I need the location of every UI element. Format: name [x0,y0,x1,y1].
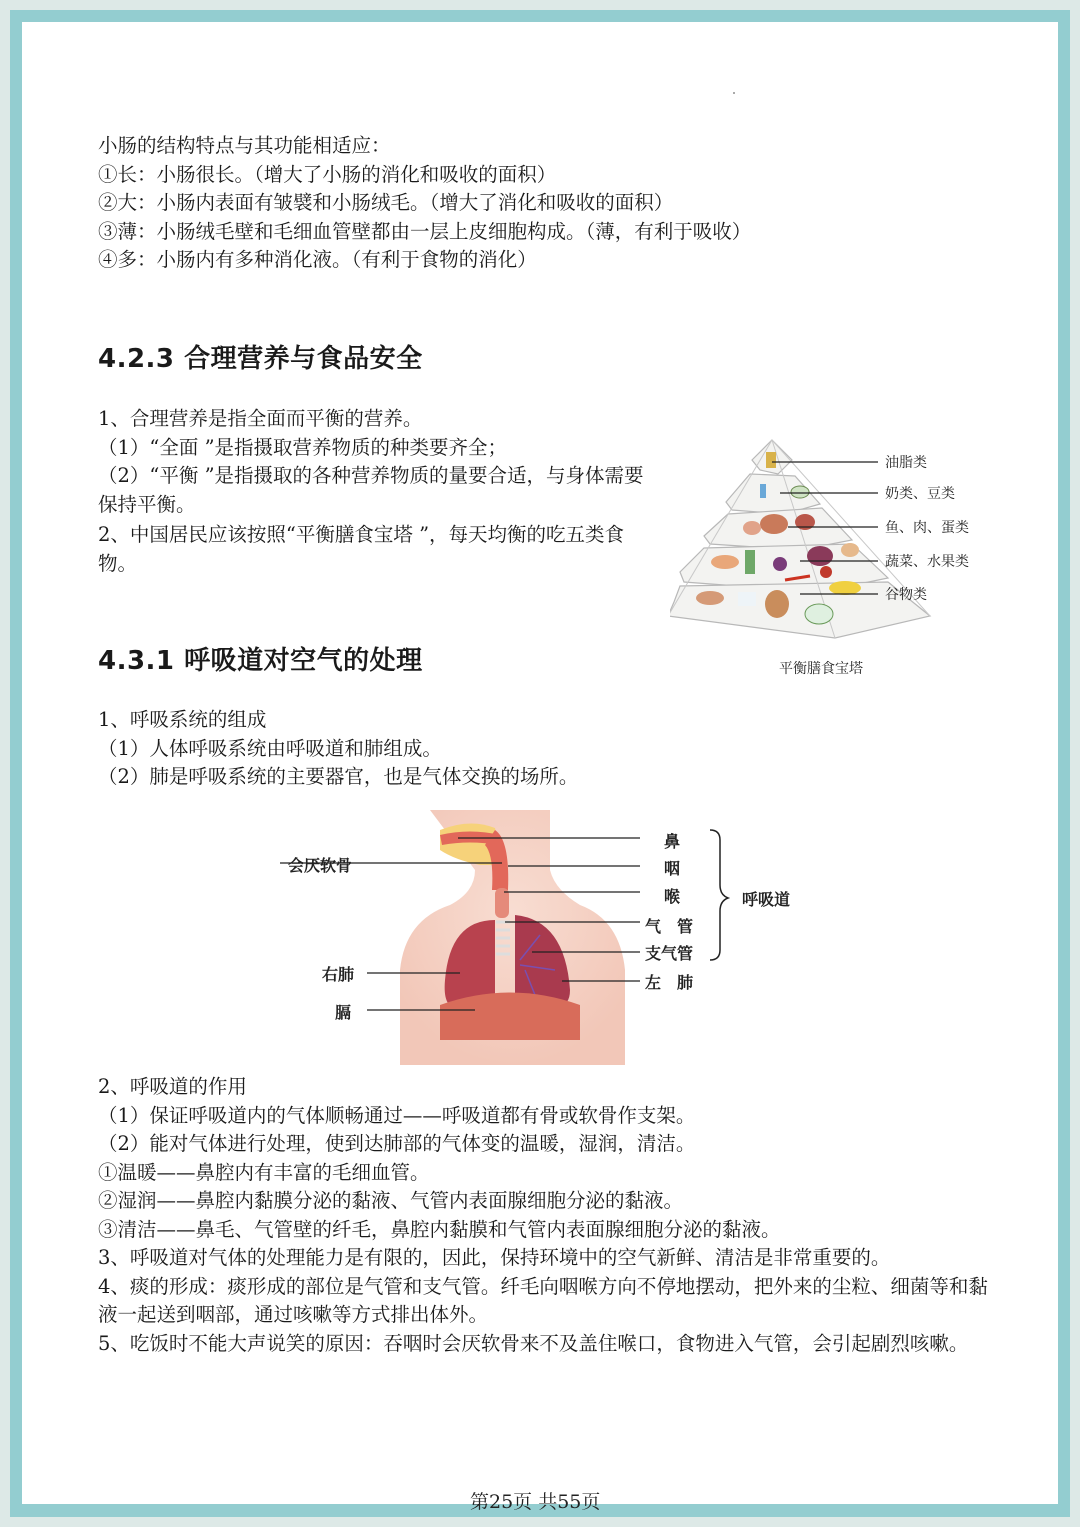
small-intestine-notes [98,132,751,275]
label-bronchi: 支气管 [645,944,694,963]
paragraph: ①温暖——鼻腔内有丰富的毛细血管。 [98,1160,430,1184]
pyramid-caption: 平衡膳食宝塔 [779,661,863,677]
label-diaphragm: 膈 [335,1003,352,1022]
intro-item: ④多：小肠内有多种消化液。（有利于食物的消化） [98,248,537,271]
speck [733,92,735,94]
paragraph: 1、呼吸系统的组成 [98,708,267,731]
respiratory-system-figure [280,810,810,1065]
section-title-431: 4.3.1 呼吸道对空气的处理 [98,646,423,676]
paragraph: 1、合理营养是指全面而平衡的营养。 [98,407,423,430]
intro-heading: 小肠的结构特点与其功能相适应： [98,134,391,157]
section-423-body [98,405,658,578]
label-left-lung: 左 肺 [645,973,694,992]
paragraph: （1）保证呼吸道内的气体顺畅通过——呼吸道都有骨或软骨作支架。 [98,1103,696,1127]
label-nose: 鼻 [664,832,681,851]
paragraph: （1）“全面 ”是指摄取营养物质的种类要齐全； [98,435,508,459]
paragraph: 3、呼吸道对气体的处理能力是有限的，因此，保持环境中的空气新鲜、清洁是非常重要的。 [98,1246,891,1269]
pyramid-label-vegetables-fruits: 蔬菜、水果类 [885,554,969,570]
section-431-part1 [98,706,578,792]
paragraph: ②湿润——鼻腔内黏膜分泌的黏液、气管内表面腺细胞分泌的黏液。 [98,1189,684,1212]
pyramid-label-grains: 谷物类 [885,587,927,603]
paragraph: （2）肺是呼吸系统的主要器官，也是气体交换的场所。 [98,765,579,788]
pyramid-label-fats: 油脂类 [885,455,927,471]
paragraph: 2、中国居民应该按照“平衡膳食宝塔 ”，每天均衡的吃五类食物。 [98,523,625,575]
paragraph: 2、呼吸道的作用 [98,1075,247,1098]
intro-item: ①长：小肠很长。（增大了小肠的消化和吸收的面积） [98,162,557,186]
paragraph: （2）能对气体进行处理，使到达肺部的气体变的温暖，湿润，清洁。 [98,1132,696,1155]
page-number: 第25页 共55页 [470,1491,601,1513]
label-larynx: 喉 [664,887,681,906]
section-431-part2 [98,1073,988,1358]
label-trachea: 气 管 [645,917,694,936]
label-right-lung: 右肺 [322,965,355,984]
label-respiratory-tract: 呼吸道 [742,890,791,909]
intro-item: ③薄：小肠绒毛壁和毛细血管壁都由一层上皮细胞构成。（薄，有利于吸收） [98,219,752,243]
intro-item: ②大：小肠内表面有皱襞和小肠绒毛。（增大了消化和吸收的面积） [98,191,674,214]
section-title-423: 4.2.3 合理营养与食品安全 [98,344,423,374]
pyramid-label-dairy-beans: 奶类、豆类 [885,486,955,502]
paragraph: （2）“平衡 ”是指摄取的各种营养物质的量要合适，与身体需要保持平衡。 [98,464,644,516]
paragraph: 5、吃饭时不能大声说笑的原因：吞咽时会厌软骨来不及盖住喉口，食物进入气管，会引起剧烈咳嗽。 [98,1331,969,1355]
paragraph: ③清洁——鼻毛、气管壁的纤毛，鼻腔内黏膜和气管内表面腺细胞分泌的黏液。 [98,1217,781,1241]
label-pharynx: 咽 [664,859,681,878]
pyramid-label-fish-meat-eggs: 鱼、肉、蛋类 [885,520,969,536]
paragraph: （1）人体呼吸系统由呼吸道和肺组成。 [98,736,442,760]
label-epiglottis: 会厌软骨 [288,856,353,875]
paragraph: 4、痰的形成：痰形成的部位是气管和支气管。纤毛向咽喉方向不停地摆动，把外来的尘粒、细菌等和黏液一起送到咽部，通过咳嗽等方式排出体外。 [98,1274,988,1326]
